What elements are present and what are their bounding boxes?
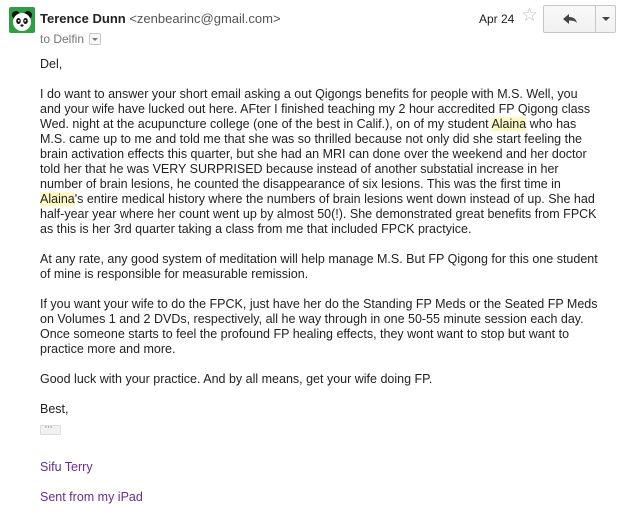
sender-avatar[interactable] bbox=[9, 7, 35, 33]
star-icon[interactable]: ☆ bbox=[521, 5, 539, 26]
paragraph-1-text-c: 's entire medical history where the numbers of brain lesions went down instead of up. She had half-year year where her count went up by almost 50(!). She demonstrated great benefits from FPCK as this is her 3rd quarter taking a class from me that included FPCK practyice. bbox=[40, 192, 597, 236]
closing: Best, bbox=[40, 402, 69, 416]
email-body bbox=[40, 57, 600, 520]
sender-line bbox=[40, 11, 281, 26]
email-date[interactable]: Apr 24 bbox=[479, 12, 515, 26]
paragraph-2: At any rate, any good system of meditation will help manage M.S. But FP Qigong for this one student of mine is responsible for measurable remission. bbox=[40, 252, 598, 281]
signature-device: Sent from my iPad bbox=[40, 490, 143, 504]
signature-name: Sifu Terry bbox=[40, 460, 93, 474]
paragraph-1-text-a: I do want to answer your short email asking a out Qigongs benefits for people with M.S. Well, you and your wife have lucked out here. AFter I finished teaching my 2 hour accredited FP Qigong class Wed. night at the acupuncture college (one of the best in Calif.), on of my student bbox=[40, 87, 591, 131]
sender-name[interactable]: Terence Dunn bbox=[40, 11, 126, 26]
reply-button-group bbox=[543, 5, 616, 33]
paragraph-1 bbox=[40, 87, 600, 237]
reply-button[interactable] bbox=[544, 6, 595, 32]
paragraph-1-text-b: who has M.S. came up to me and told me that she was so thrilled because not only did she start feeling the brain activation effects this quarter, but she had an MRI can done over the weekend and her doctor told her that he was VERY SURPRISED because instead of another substatial increase in her number of brain lesions, he counted the disappearance of six lesions. This was the first time in bbox=[40, 117, 587, 191]
highlighted-name: Alaina bbox=[491, 117, 527, 131]
reply-icon bbox=[544, 6, 595, 32]
greeting: Del, bbox=[40, 57, 63, 71]
sender-email: <zenbearinc@gmail.com> bbox=[129, 11, 281, 26]
show-trimmed-content-button[interactable] bbox=[40, 425, 61, 435]
email-header bbox=[0, 0, 624, 56]
more-options-button[interactable] bbox=[595, 6, 616, 32]
paragraph-4: Good luck with your practice. And by all means, get your wife doing FP. bbox=[40, 372, 433, 386]
recipient-line bbox=[40, 32, 101, 46]
paragraph-3: If you want your wife to do the FPCK, just have her do the Standing FP Meds or the Seated FP Meds on Volumes 1 and 2 DVDs, respectively, all he way through in one 50-55 minute session each day. Once someone starts to feel the profound FP healing effects, they wont want to stop but want to practice more and more. bbox=[40, 297, 598, 356]
panda-icon bbox=[9, 7, 35, 33]
recipient-label: to Delfin bbox=[40, 32, 85, 46]
details-dropdown-icon[interactable] bbox=[89, 33, 101, 45]
highlighted-name: Alaina bbox=[40, 192, 75, 206]
